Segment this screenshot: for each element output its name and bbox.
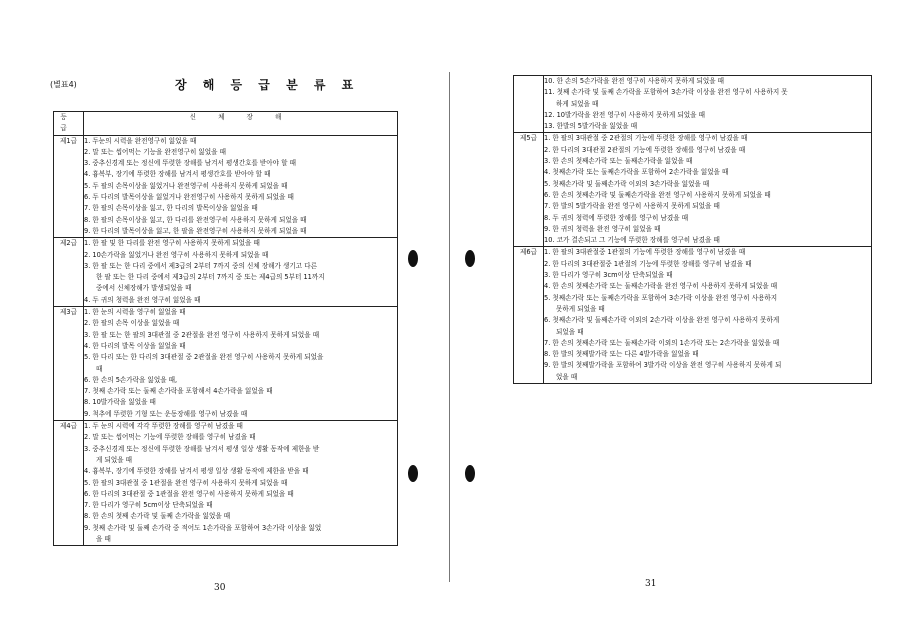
disability-item: 2. 말 또는 씹어먹는 기능에 뚜렷한 장해를 영구히 남겼을 때 [84, 433, 256, 442]
disability-item: 1. 한 눈의 시력을 영구히 잃었을 때 [84, 308, 186, 317]
disability-item: 5. 두 팔의 손목이상을 잃었거나 완전영구히 사용하지 못하게 되었을 때 [84, 181, 288, 190]
grade-row [54, 135, 398, 238]
disability-item: 못하게 되었을 때 [556, 304, 605, 313]
disability-item: 7. 한 팔의 손목이상을 잃고, 한 다리의 발목이상을 잃었을 때 [84, 204, 258, 213]
disability-item: 때 [96, 364, 103, 373]
disability-item: 8. 10발가락을 잃었을 때 [84, 398, 156, 407]
disability-table-left [53, 111, 398, 546]
disability-item: 7. 첫째 손가락 또는 둘째 손가락을 포함해서 4손가락을 잃었을 때 [84, 387, 273, 396]
disability-item: 4. 한 손의 첫째손가락 또는 둘째손가락을 완전 영구히 사용하지 못하게 되었을 때 [544, 282, 778, 291]
disability-item: 되었을 때 [556, 327, 584, 336]
page-number: 31 [645, 579, 657, 589]
disability-item: 3. 한 팔 또는 한 팔의 3대관절 중 2관절을 완전 영구히 사용하지 못하게 되었을 때 [84, 330, 320, 339]
grade-label: 제1급 [54, 135, 84, 238]
disability-item: 5. 한 다리 또는 한 다리의 3대관절 중 2관절을 완전 영구히 사용하지 못하게 되었을 [84, 353, 324, 362]
disability-item: 4. 첫째손가락 또는 둘째손가락을 포함하여 2손가락을 잃었을 때 [544, 168, 729, 177]
binding-hole [465, 465, 475, 482]
disability-item: 2. 한 다리의 3대관절 2관절의 기능에 뚜렷한 장해를 영구히 남겼을 때 [544, 145, 746, 154]
disability-item: 5. 첫째손가락 또는 둘째손가락을 포함하여 3손가락 이상을 완전 영구히 사용하지 [544, 293, 778, 302]
disability-item: 9. 한 귀의 청력을 완전 영구히 잃었을 때 [544, 224, 661, 233]
disability-item: 3. 한 팔 또는 한 다리 중에서 제3급의 2부터 7까지 중의 신체 장해가 생기고 다른 [84, 261, 317, 270]
grade-label: 제4급 [54, 421, 84, 546]
right-page [450, 0, 900, 625]
disability-item: 7. 한 손의 첫째손가락 또는 둘째손가락 이외의 1손가락 또는 2손가락을 잃었을 때 [544, 338, 780, 347]
disability-item: 1. 한 팔의 3대관절중 1관절의 기능에 뚜렷한 장해를 영구히 남겼을 때 [544, 248, 746, 257]
disability-item: 12. 10발가락을 완전 영구히 사용하지 못하게 되었을 때 [544, 110, 705, 119]
binding-hole [408, 250, 418, 267]
disability-item: 10. 한 손의 5손가락을 완전 영구히 사용하지 못하게 되었을 때 [544, 77, 725, 85]
grade-row [514, 133, 872, 247]
disability-item: 1. 두 눈의 시력에 각각 뚜렷한 장해를 영구히 남겼을 때 [84, 422, 243, 431]
grade-label: 제3급 [54, 307, 84, 421]
grade-row [54, 238, 398, 307]
binding-hole [465, 250, 475, 267]
disability-item: 하게 되었을 때 [556, 99, 599, 108]
grade-items [544, 133, 872, 247]
disability-item: 6. 한 다리의 3대관절 중 1관절을 완전 영구히 사용하지 못하게 되었을 때 [84, 489, 294, 498]
disability-item: 8. 한 손의 첫째 손가락 및 둘째 손가락을 잃었을 때 [84, 512, 231, 521]
disability-item: 3. 한 다리가 영구히 3cm이상 단축되었을 때 [544, 271, 673, 280]
disability-item: 게 되었을 때 [96, 455, 133, 464]
disability-item: 9. 첫째 손가락 및 둘째 손가락 중 적어도 1손가락을 포함하여 3손가락 이상을 잃었 [84, 523, 322, 532]
disability-item: 9. 척추에 뚜렷한 기형 또는 운동장해를 영구히 남겼을 때 [84, 409, 248, 418]
disability-item: 3. 한 손의 첫째손가락 또는 둘째손가락을 잃었을 때 [544, 157, 693, 166]
disability-item: 5. 한 팔의 3대관절 중 1관절을 완전 영구히 사용하지 못하게 되었을 때 [84, 478, 288, 487]
table-header-row [54, 112, 398, 136]
header-disability: 신 체 장 해 [84, 112, 398, 136]
disability-item: 13. 한발의 5발가락을 잃었을 때 [544, 122, 638, 131]
disability-item: 8. 두 귀의 청력에 뚜렷한 장해를 영구히 남겼을 때 [544, 213, 689, 222]
disability-item: 5. 첫째손가락 및 둘째손가락 이외의 3손가락을 잃었을 때 [544, 179, 710, 188]
grade-row [514, 247, 872, 384]
disability-item: 6. 한 손의 첫째손가락 및 둘째손가락을 완전 영구히 사용하지 못하게 되었을 때 [544, 190, 771, 199]
disability-item: 4. 한 다리의 발목 이상을 잃었을 때 [84, 341, 186, 350]
disability-item: 었을 때 [556, 372, 578, 381]
disability-item: 4. 흉복부, 장기에 뚜렷한 장해를 남겨서 평생 일상 생활 동작에 제한을 받을 때 [84, 467, 309, 476]
grade-row [54, 421, 398, 546]
disability-item: 3. 중추신경계 또는 정신에 뚜렷한 장해를 남겨서 평생간호를 받아야 할 때 [84, 159, 296, 168]
grade-items [84, 421, 398, 546]
disability-item: 을 때 [96, 534, 111, 543]
disability-item: 2. 말 또는 씹어먹는 기능을 완전영구히 잃었을 때 [84, 147, 226, 156]
disability-item: 10. 코가 결손되고 그 기능에 뚜렷한 장해를 영구히 남겼을 때 [544, 236, 720, 245]
page-number: 30 [214, 583, 226, 593]
disability-item: 4. 흉복부, 장기에 뚜렷한 장해를 남겨서 평생간호를 받아야 할 때 [84, 170, 271, 179]
grade-row [514, 76, 872, 133]
disability-item: 1. 두눈의 시력을 완전영구히 잃었을 때 [84, 136, 197, 145]
disability-item: 6. 첫째손가락 및 둘째손가락 이외의 2손가락 이상을 완전 영구히 사용하지 못하게 [544, 316, 780, 325]
disability-item: 4. 두 귀의 청력을 완전 영구히 잃었을 때 [84, 295, 201, 304]
disability-item: 1. 한 팔 및 한 다리를 완전 영구히 사용하지 못하게 되었을 때 [84, 239, 260, 248]
disability-item: 6. 두 다리의 발목이상을 잃었거나 완전영구히 사용하지 못하게 되었을 때 [84, 193, 294, 202]
grade-items [84, 307, 398, 421]
disability-item: 1. 한 팔의 3대관절 중 2관절의 기능에 뚜렷한 장해를 영구히 남겼을 때 [544, 134, 748, 143]
disability-item: 한 팔 또는 한 다리 중에서 제3급의 2부터 7까지 중 또는 제4급의 5부터 11까지 [96, 273, 325, 282]
header-grade: 등 급 [54, 112, 84, 136]
grade-label: 제6급 [514, 247, 544, 384]
grade-items [84, 135, 398, 238]
disability-item: 6. 한 손의 5손가락을 잃었을 때, [84, 375, 178, 384]
disability-item: 2. 한 팔의 손목 이상을 잃었을 때 [84, 319, 180, 328]
disability-item: 7. 한 다리가 영구히 5cm이상 단축되었을 때 [84, 501, 213, 510]
disability-item: 2. 한 다리의 3대관절중 1관절의 기능에 뚜렷한 장해를 영구히 남겼을 때 [544, 259, 752, 268]
disability-item: 중에서 신체장해가 발생되었을 때 [96, 284, 192, 293]
grade-items [544, 76, 872, 133]
disability-item: 8. 한 발의 첫째발가락 또는 다른 4발가락을 잃었을 때 [544, 350, 699, 359]
disability-item: 8. 한 팔의 손목이상을 잃고, 한 다리를 완전영구히 사용하지 못하게 되었을 때 [84, 215, 307, 224]
disability-item: 2. 10손가락을 잃었거나 완전 영구히 사용하지 못하게 되었을 때 [84, 250, 269, 259]
grade-label: 제5급 [514, 133, 544, 247]
disability-item: 11. 첫째 손가락 및 둘째 손가락을 포함하여 3손가락 이상을 완전 영구히 사용하지 못 [544, 88, 788, 97]
grade-label [514, 76, 544, 133]
binding-hole [408, 465, 418, 482]
disability-item: 9. 한 발의 첫째발가락을 포함하여 3발가락 이상을 완전 영구히 사용하지 못하게 되 [544, 361, 782, 370]
disability-item: 9. 한 다리의 발목이상을 잃고, 한 팔을 완전영구히 사용하지 못하게 되었을 때 [84, 226, 307, 235]
disability-table-right [513, 75, 872, 384]
disability-item: 7. 한 발의 5발가락을 완전 영구히 사용하지 못하게 되었을 때 [544, 202, 720, 211]
appendix-tag: (별표4) [50, 80, 77, 89]
page-title: 장 해 등 급 분 류 표 [175, 78, 360, 92]
grade-row [54, 307, 398, 421]
disability-item: 3. 중추신경계 또는 정신에 뚜렷한 장해를 남겨서 평생 일상 생활 동작에 제한을 받 [84, 444, 320, 453]
grade-label: 제2급 [54, 238, 84, 307]
grade-items [544, 247, 872, 384]
grade-items [84, 238, 398, 307]
